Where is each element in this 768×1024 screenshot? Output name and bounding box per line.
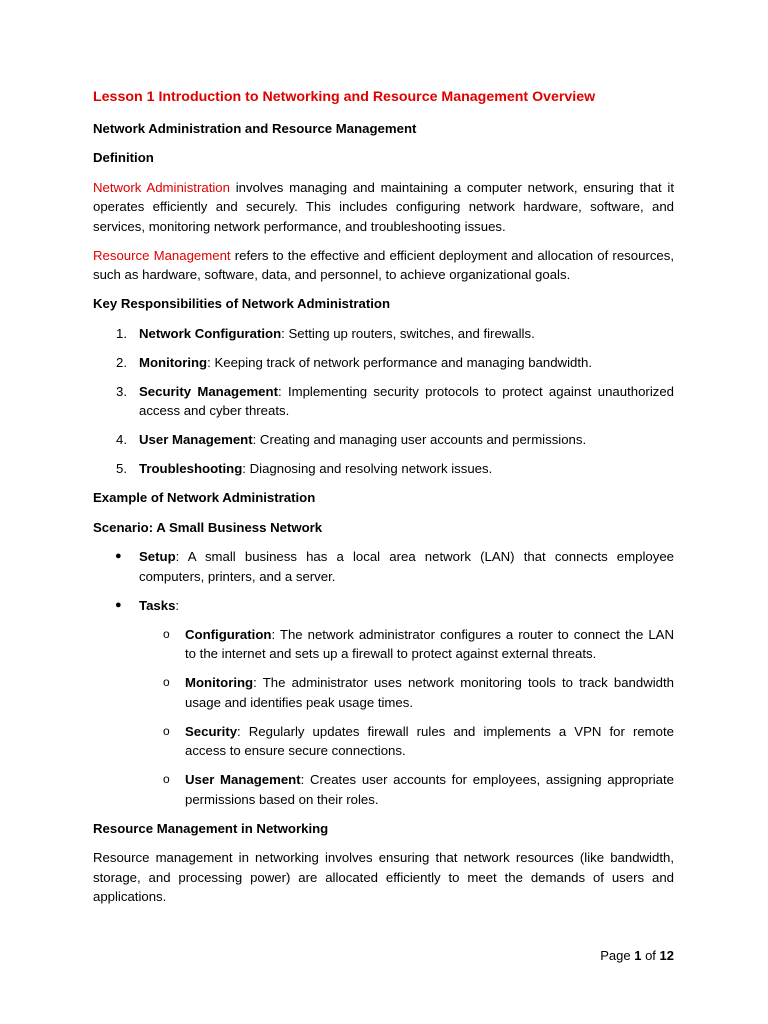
list-text: : Diagnosing and resolving network issues.: [242, 461, 493, 476]
list-text: : Implementing security protocols to protect against unauthorized access and cyber threats.: [139, 383, 675, 418]
list-text: : The network administrator configures a router to connect the LAN to the internet and sets up a firewall to protect against external threats.: [185, 626, 674, 661]
term-network-administration: Network Administration: [93, 179, 230, 195]
list-item: [93, 324, 674, 344]
definition-heading: Definition: [93, 150, 154, 165]
list-text: : Regularly updates firewall rules and implements a VPN for remote access to ensure secure connections.: [185, 723, 674, 758]
list-item: [93, 430, 674, 450]
list-text: : Setting up routers, switches, and firewalls.: [281, 325, 535, 341]
tasks-label: Tasks: [139, 597, 176, 613]
definition-resource-management: [93, 246, 674, 285]
scenario-heading: Scenario: A Small Business Network: [93, 519, 323, 535]
circle-bullet-icon: o: [163, 675, 170, 689]
list-text: : Creates user accounts for employees, assigning appropriate permissions based on their roles.: [185, 772, 674, 807]
example-heading: Example of Network Administration: [93, 490, 316, 505]
list-item: [139, 770, 674, 809]
list-item: [93, 547, 674, 586]
list-term: Monitoring: [139, 354, 208, 370]
responsibilities-list: [93, 324, 674, 479]
circle-bullet-icon: o: [163, 723, 170, 738]
list-text: : A small business has a local area network (LAN) that connects employee computers, printers, and a server.: [139, 549, 674, 584]
list-term: Setup: [139, 549, 176, 564]
section-subtitle: Network Administration and Resource Management: [93, 120, 417, 136]
list-term: Security Management: [139, 383, 278, 399]
term-resource-management: Resource Management: [93, 247, 231, 263]
list-number: 1.: [116, 325, 127, 341]
list-term: User Management: [185, 772, 301, 787]
list-term: User Management: [139, 432, 253, 447]
list-number: 5.: [116, 461, 127, 476]
circle-bullet-icon: o: [163, 772, 170, 786]
list-number: 4.: [116, 432, 127, 447]
list-item: [93, 353, 674, 373]
list-item: [93, 382, 674, 421]
definition-text: involves managing and maintaining a computer network, ensuring that it operates efficiently and securely. This includes configuring network hardware, software, and services, monitoring network performance, and troubleshooting issues.: [93, 179, 674, 234]
tasks-list: [139, 625, 674, 810]
list-term: Security: [185, 723, 238, 739]
list-number: 2.: [116, 354, 127, 370]
tasks-colon: :: [175, 597, 180, 613]
list-item: [93, 596, 674, 810]
list-item: [93, 459, 674, 479]
list-text: : Creating and managing user accounts and permissions.: [252, 432, 587, 447]
resource-management-text: Resource management in networking involves ensuring that network resources (like bandwidth, storage, and processing power) are allocated efficiently to meet the demands of users and applications.: [93, 850, 674, 904]
definition-text: refers to the effective and efficient deployment and allocation of resources, such as hardware, software, data, and personnel, to achieve organizational goals.: [93, 247, 674, 282]
resource-management-heading: Resource Management in Networking: [93, 820, 329, 836]
of-word: of: [641, 948, 660, 963]
list-term: Troubleshooting: [139, 461, 243, 476]
bullet-icon: ●: [115, 598, 122, 611]
list-item: [139, 722, 674, 761]
page-number: [600, 946, 674, 966]
list-text: : The administrator uses network monitoring tools to track bandwidth usage and identifies peak usage times.: [185, 675, 674, 710]
list-number: 3.: [116, 383, 127, 399]
key-responsibilities-heading: Key Responsibilities of Network Administration: [93, 296, 391, 311]
page-total: 12: [659, 948, 674, 963]
list-term: Network Configuration: [139, 325, 282, 341]
list-term: Monitoring: [185, 675, 254, 690]
page-word: Page: [600, 948, 635, 963]
list-item: [139, 673, 674, 712]
list-term: Configuration: [185, 626, 272, 642]
page-current: 1: [634, 948, 642, 963]
bullet-icon: ●: [115, 550, 122, 562]
definition-network-administration: [93, 178, 674, 237]
circle-bullet-icon: o: [163, 626, 170, 641]
lesson-title: Lesson 1 Introduction to Networking and Resource Management Overview: [93, 89, 596, 105]
list-text: : Keeping track of network performance and managing bandwidth.: [207, 354, 592, 370]
list-item: [139, 625, 674, 664]
scenario-list: [93, 547, 674, 809]
